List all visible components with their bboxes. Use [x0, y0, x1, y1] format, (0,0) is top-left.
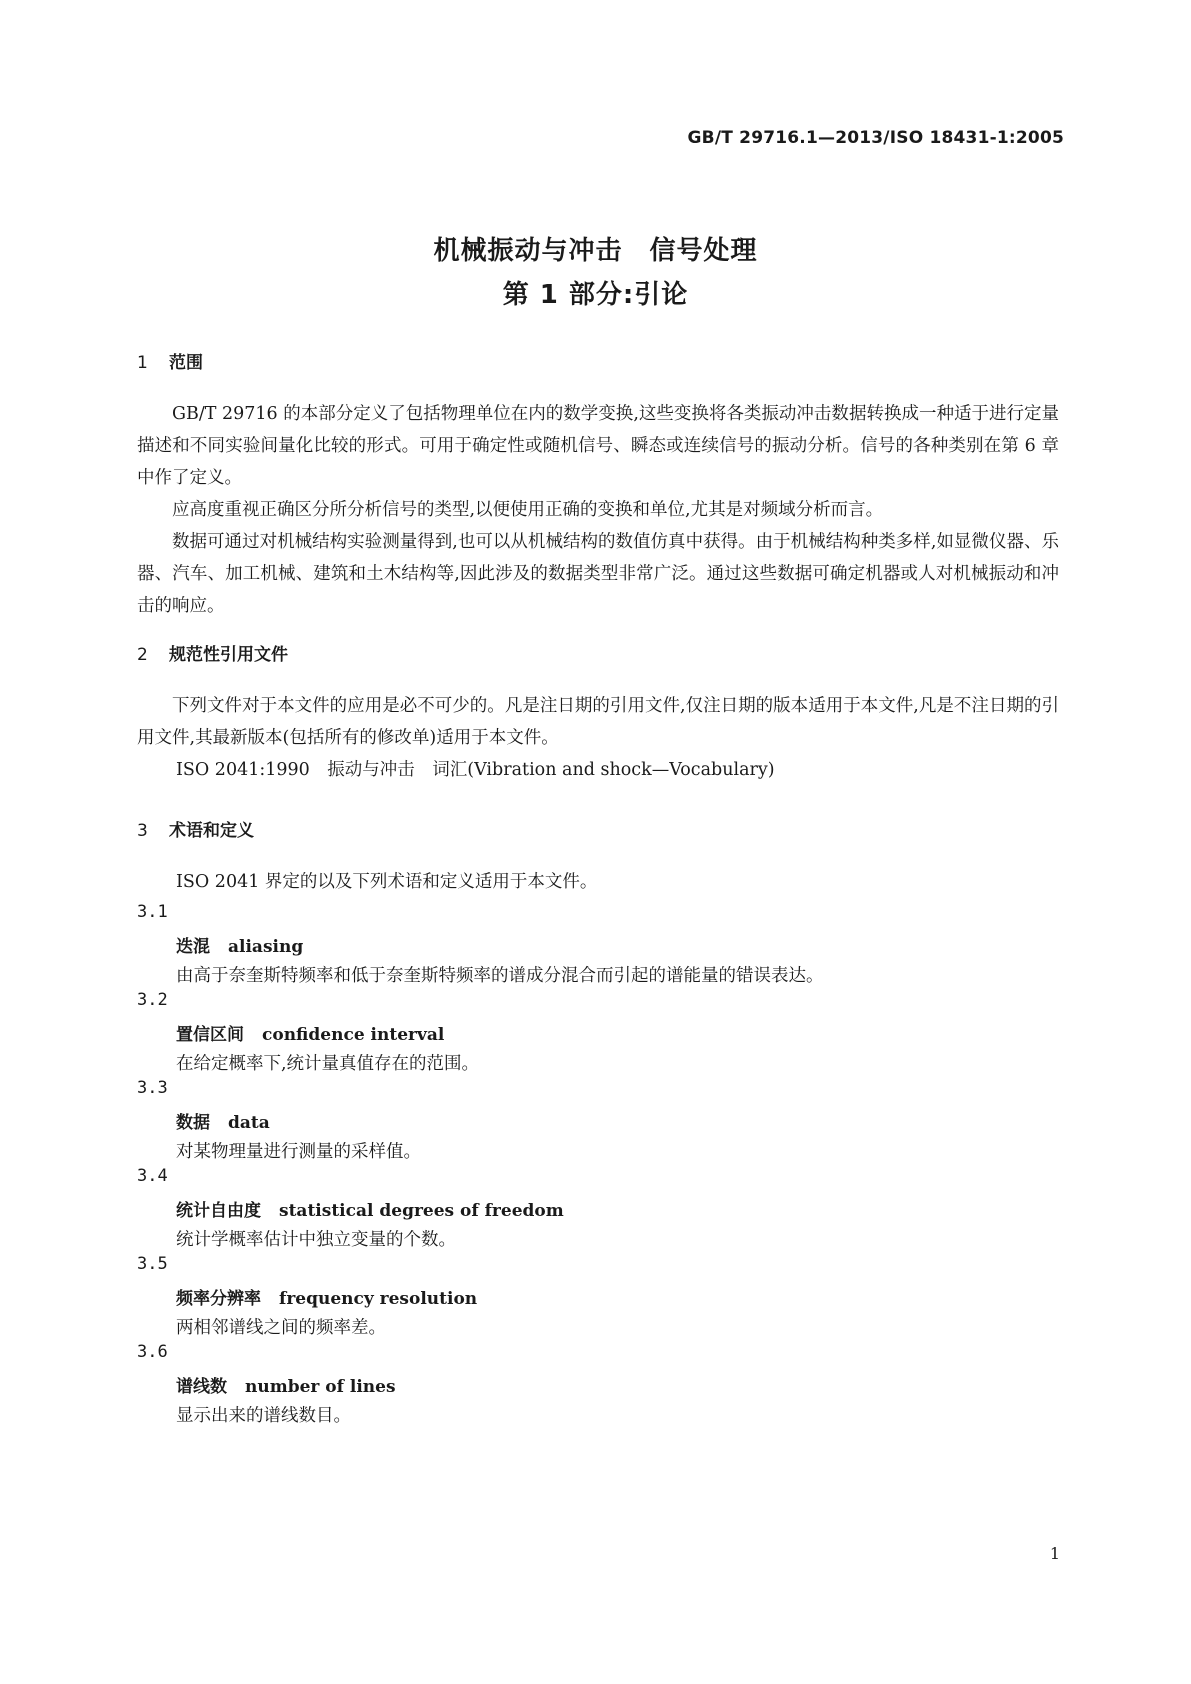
term-definition: 显示出来的谱线数目。 [176, 1406, 351, 1426]
term-number: 3.3 [137, 1078, 168, 1098]
term-definition: 在给定概率下,统计量真值存在的范围。 [176, 1054, 480, 1074]
term-number: 3.1 [137, 902, 168, 922]
term-entry [176, 1020, 444, 1045]
section-3-number: 3 [137, 821, 148, 841]
term-entry [176, 1372, 396, 1397]
scope-paragraph-1: GB/T 29716 的本部分定义了包括物理单位在内的数学变换,这些变换将各类振动冲击数据转换成一种适于进行定量描述和不同实验间量化比较的形式。可用于确定性或随机信号、瞬态或连续信号的振动分析。信号的各种类别在第 6 章中作了定义。 [137, 404, 1059, 488]
terms-intro: ISO 2041 界定的以及下列术语和定义适用于本文件。 [176, 872, 598, 892]
term-entry [176, 1284, 477, 1309]
term-number: 3.4 [137, 1166, 168, 1186]
standard-code: GB/T 29716.1—2013/ISO 18431-1:2005 [687, 128, 1064, 148]
term-zh: 频率分辨率 [176, 1289, 261, 1309]
term-number: 3.2 [137, 990, 168, 1010]
term-zh: 置信区间 [176, 1025, 244, 1045]
document-title: 机械振动与冲击 信号处理 [433, 236, 758, 266]
normative-reference: ISO 2041:1990 振动与冲击 词汇(Vibration and shock—Vocabulary) [176, 760, 775, 780]
section-1-title: 范围 [169, 353, 203, 373]
document-subtitle: 第 1 部分:引论 [502, 280, 689, 310]
section-2-number: 2 [137, 645, 148, 665]
term-number: 3.5 [137, 1254, 168, 1274]
term-definition: 对某物理量进行测量的采样值。 [176, 1142, 421, 1162]
term-definition: 两相邻谱线之间的频率差。 [176, 1318, 386, 1338]
term-zh: 迭混 [176, 937, 210, 957]
term-en: statistical degrees of freedom [279, 1201, 564, 1221]
term-number: 3.6 [137, 1342, 168, 1362]
term-entry [176, 1196, 564, 1221]
term-en: frequency resolution [279, 1289, 478, 1309]
term-en: aliasing [228, 937, 304, 957]
term-entry [176, 1108, 270, 1133]
section-2-heading [137, 640, 288, 665]
section-1-number: 1 [137, 353, 148, 373]
term-zh: 谱线数 [176, 1377, 227, 1397]
normative-paragraph: 下列文件对于本文件的应用是必不可少的。凡是注日期的引用文件,仅注日期的版本适用于本文件,凡是不注日期的引用文件,其最新版本(包括所有的修改单)适用于本文件。 [137, 696, 1059, 748]
term-zh: 数据 [176, 1113, 210, 1133]
term-entry [176, 932, 303, 957]
term-zh: 统计自由度 [176, 1201, 261, 1221]
section-1-heading [137, 348, 203, 373]
term-definition: 统计学概率估计中独立变量的个数。 [176, 1230, 456, 1250]
scope-paragraph-2: 应高度重视正确区分所分析信号的类型,以便使用正确的变换和单位,尤其是对频域分析而言。 [172, 500, 884, 520]
scope-paragraph-3: 数据可通过对机械结构实验测量得到,也可以从机械结构的数值仿真中获得。由于机械结构种类多样,如显微仪器、乐器、汽车、加工机械、建筑和土木结构等,因此涉及的数据类型非常广泛。通过这些数据可确定机器或人对机械振动和冲击的响应。 [137, 532, 1059, 616]
section-3-heading [137, 816, 254, 841]
term-en: confidence interval [262, 1025, 445, 1045]
term-en: data [228, 1113, 270, 1133]
section-2-title: 规范性引用文件 [169, 645, 288, 665]
page-number: 1 [1049, 1544, 1060, 1563]
term-en: number of lines [245, 1377, 396, 1397]
term-definition: 由高于奈奎斯特频率和低于奈奎斯特频率的谱成分混合而引起的谱能量的错误表达。 [176, 966, 824, 986]
section-3-title: 术语和定义 [169, 821, 254, 841]
